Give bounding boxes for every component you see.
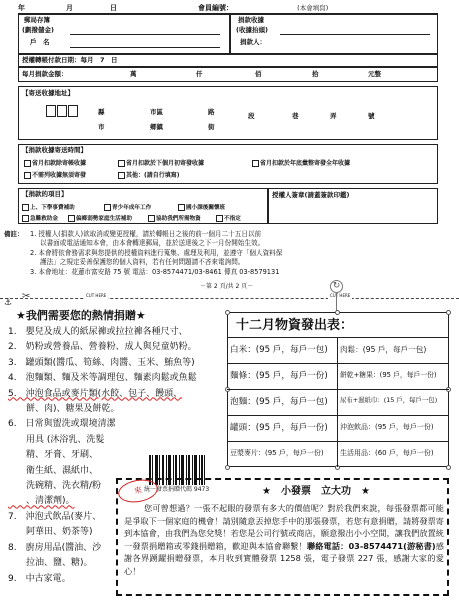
project-option-2[interactable]: 青少年成年工作 bbox=[104, 204, 151, 212]
dec-cell-soy: 豆漿麥片：(95 戶，每戶一份) bbox=[230, 449, 324, 457]
need-item-1: 1. 嬰兒及成人的紙尿褲或拉拉褲各種尺寸、 bbox=[8, 327, 188, 337]
dec-cell-drink: 沖泡飲品：(95 戶，每戶一份) bbox=[340, 423, 434, 431]
need-item-6: 6. 日常與盥洗或環境清潔 bbox=[8, 419, 116, 430]
need-item-6c: 精、牙膏、牙刷、 bbox=[8, 450, 99, 461]
cut-here-label-right: CUT HERE bbox=[330, 293, 351, 298]
amount-unit-yuan: 元整 bbox=[368, 70, 381, 78]
address-box bbox=[18, 86, 438, 140]
receipt-option-5[interactable]: 其他：(請自行填寫) bbox=[118, 172, 180, 179]
need-item-6e: 洗碗精、洗衣精/粉 bbox=[8, 481, 102, 492]
dec-cell-can: 罐頭：(95 戶，每戶一份) bbox=[230, 423, 328, 433]
need-item-4: 4. 泡麵類、麵及米等調理包、麵素肉鬆或魚鬆 bbox=[8, 373, 197, 384]
monthly-amount-label: 每月捐款金額： bbox=[22, 70, 68, 78]
receipt-time-title: 【捐款收據寄送時間】 bbox=[22, 146, 87, 154]
need-item-6f: 、清潔劑)。 bbox=[8, 496, 75, 507]
date-day-label: 日 bbox=[110, 4, 117, 12]
need-item-8b: 拉油、鹽、糖)。 bbox=[8, 558, 93, 569]
scissors-icon: ✂ bbox=[22, 291, 31, 302]
member-number bbox=[198, 4, 438, 13]
anchor-icon: ⚓ bbox=[4, 298, 13, 308]
date-year-label: 年 bbox=[18, 4, 25, 12]
need-item-5b: 餅、肉)、糖果及餅乾。 bbox=[8, 404, 120, 415]
signature-label: 授權人簽章(請蓋簽款印鑑) bbox=[272, 191, 350, 199]
need-item-2: 2. 奶粉或營養品、營養粉、成人與兒童奶粉。 bbox=[8, 342, 197, 353]
invoice-phone: 聯絡電話：03-8574471(游秘書) bbox=[306, 540, 436, 551]
dec-cell-instant: 泡麵：(95 戶，每戶一包) bbox=[230, 397, 328, 407]
project-option-4[interactable]: 急難救助金 bbox=[22, 215, 58, 223]
need-item-7: 7. 沖泡式飲品(麥片、 bbox=[8, 511, 102, 522]
member-number-note: (本會填寫) bbox=[297, 4, 329, 12]
dec-cell-noodle: 麵條：(95 戶，每戶一份) bbox=[230, 371, 328, 381]
donor-label-1: 捐款收據 bbox=[238, 16, 264, 24]
project-option-6[interactable]: 協助我們所需物資 bbox=[148, 215, 201, 223]
dec-cell-snack: 餅乾+糖果：(95 戶，每戶一份) bbox=[340, 371, 437, 379]
note-line-5: 3. 本會地址：花蓮市富安路 75 號 電話：03-8574471/03-8461 傳真 03-8579131 bbox=[30, 267, 280, 276]
amount-unit-shi: 拾 bbox=[312, 70, 319, 78]
rotate-handle-icon[interactable]: ↻ bbox=[330, 280, 343, 293]
need-item-8: 8. 廚房用品(醬油、沙 bbox=[8, 542, 102, 553]
date-row bbox=[18, 4, 138, 13]
note-line-3: 2. 本會將依會務需求與您提供的授權資料進行蒐集、處理及利用，並遵守「個人資料保 bbox=[30, 248, 283, 257]
needs-title: ★我們需要您的熱情捐贈★ bbox=[16, 309, 146, 322]
donor-label-2: (收據抬頭) bbox=[236, 26, 268, 34]
postal-label-3: 戶 名 bbox=[30, 38, 50, 46]
need-item-5: 5. 沖泡食品或麥片類(水餃、包子、饅頭、 bbox=[8, 388, 183, 399]
dec-cell-rice: 白米：(95 戶，每戶一包) bbox=[230, 345, 328, 355]
amount-unit-qian: 仟 bbox=[196, 70, 203, 78]
need-item-6b: 用具 (沐浴乳、洗髮 bbox=[8, 434, 105, 445]
invoice-body bbox=[124, 502, 444, 578]
note-line-2: 以書面或電話通知本會，由本會轉達郵局，並於送達後之下一月份開始生效。 bbox=[40, 239, 265, 248]
receipt-option-3[interactable]: 省月扣款於年底彙整寄發全年收據 bbox=[252, 160, 350, 167]
project-option-3[interactable]: 國小課後關懷班 bbox=[178, 204, 225, 212]
cut-line bbox=[0, 298, 459, 299]
donor-label-3: 捐款人： bbox=[240, 38, 266, 46]
cut-here-label-left: CUT HERE bbox=[86, 293, 107, 298]
date-month-label: 月 bbox=[66, 4, 73, 12]
receipt-option-4[interactable]: 不需列收據無須寄發 bbox=[24, 172, 86, 179]
project-option-7[interactable]: 不指定 bbox=[216, 215, 241, 223]
invoice-footer: 感謝各界踴躍捐贈發票，本月收到實體發票 1258 張，電子發票 227 張，感謝大家的愛心！ bbox=[124, 540, 444, 576]
project-option-1[interactable]: 上、下學事費補助 bbox=[22, 204, 75, 212]
amount-unit-wan: 萬 bbox=[130, 70, 137, 78]
receipt-option-2[interactable]: 省月扣款於下個月初寄發收據 bbox=[118, 160, 204, 167]
member-number-label: 會員編號： bbox=[198, 4, 233, 12]
amount-unit-bai: 佰 bbox=[255, 70, 262, 78]
notes-block bbox=[30, 230, 435, 277]
receipt-option-1[interactable]: 省月扣款除寄帳收據 bbox=[24, 160, 86, 167]
postal-label-1: 郵局存簿 bbox=[24, 16, 50, 24]
dec-cell-diaper: 尿布+濕紙巾：(15 戶，每戶一包) bbox=[340, 396, 438, 404]
need-item-6d: 衛生紙、濕紙巾、 bbox=[8, 465, 99, 476]
need-item-9: 9. 中古家電。 bbox=[8, 573, 71, 584]
need-item-3: 3. 罐頭類(醬瓜、筍絲、肉醬、玉米、鮪魚等) bbox=[8, 357, 195, 368]
invoice-body-text: 您可曾想過？一張不起眼的發票有多大的價值呢？對於我們來說，每張發票都可能是爭取下一個家庭的機會！請別隨意丟掉您手中的那張發票，若您有意捐贈，請將發票寄到本協會，由我們為您兌獎！若您是公司行號或商店，願意撥出小小空間，讓我們放置統一發票捐贈箱或零錢捐贈箱，歡迎與本協會聯繫！ bbox=[124, 503, 444, 551]
dec-cell-floss: 肉鬆：(95 戶，每戶一包) bbox=[340, 345, 427, 354]
need-item-7b: 阿華田、奶茶等) bbox=[8, 527, 93, 538]
dec-cell-daily: 生活用品：(60 戶，每戶一份) bbox=[340, 449, 434, 457]
note-line-1: 1. 授權人(捐款人)欲取消或變更授權，請於轉帳日之後的前一個月二十五日以前 bbox=[30, 230, 262, 238]
project-title: 【捐款的項目】 bbox=[22, 190, 68, 198]
page-number: －第 2 頁/共 2 頁－ bbox=[200, 283, 254, 290]
invoice-title: ★ 小發票 立大功 ★ bbox=[262, 486, 370, 497]
barcode-caption: 統一發票捐贈代碼 9473 bbox=[144, 486, 210, 493]
project-option-5[interactable]: 偏鄉弱勢家庭生活補助 bbox=[68, 215, 132, 223]
authorize-date: 授權轉帳付款日期：每月 7 日 bbox=[22, 56, 118, 64]
postal-label-2: (劃撥儲金) bbox=[22, 26, 54, 34]
notes-label: 備註： bbox=[4, 230, 24, 238]
invoice-stamp-text: 來 bbox=[133, 485, 143, 496]
note-line-4: 護法」之規定妥善保護您的個人資料，若有任何問題請不吝來電詢問。 bbox=[40, 258, 245, 267]
december-title: 十二月物資發出表： bbox=[236, 318, 354, 333]
address-title: 【寄送收據地址】 bbox=[22, 89, 74, 97]
